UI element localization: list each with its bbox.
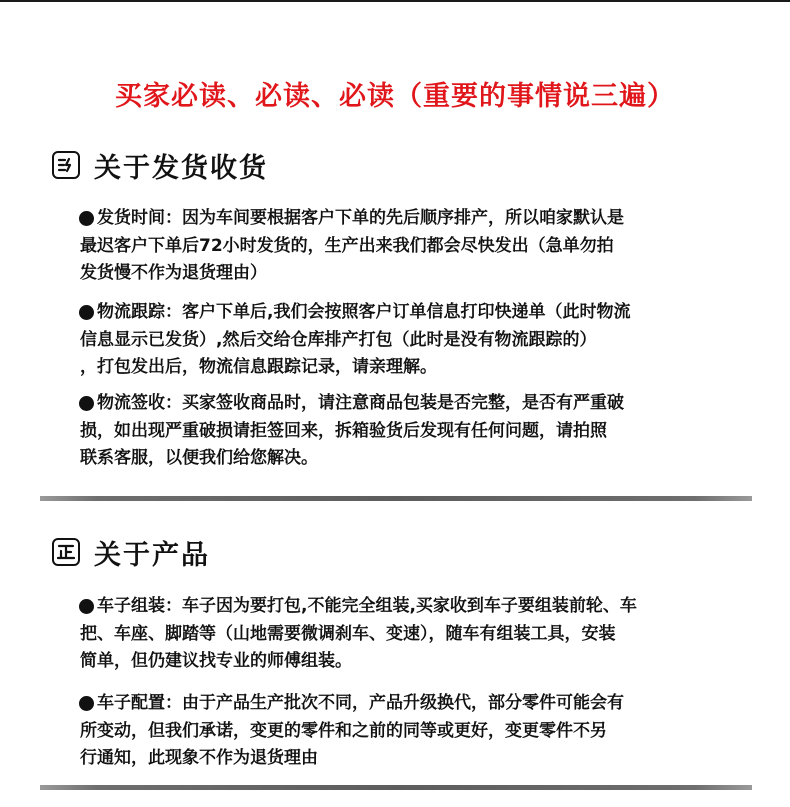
item-line: 联系客服，以便我们给您解决。: [80, 448, 318, 468]
bullet-icon: [79, 696, 94, 711]
list-item: [80, 390, 720, 473]
headline: 买家必读、必读、必读（重要的事情说三遍）: [115, 81, 675, 112]
item-line: 车子组装：车子因为要打包,不能完全组装,买家收到车子要组装前轮、车: [97, 596, 637, 616]
list-item: [80, 299, 720, 382]
section-title: 关于发货收货: [94, 152, 268, 184]
item-line: 信息显示已发货）,然后交给仓库排产打包（此时是没有物流跟踪的）: [80, 329, 597, 350]
item-line: 发货时间：因为车间要根据客户下单的先后顺序排产，所以咱家默认是: [97, 208, 624, 228]
section-title: 关于产品: [94, 539, 210, 571]
item-line: 简单，但仍建议找专业的师傅组装。: [80, 651, 352, 671]
item-line: 最迟客户下单后72小时发货的，生产出来我们都会尽快发出（急单勿拍: [80, 235, 614, 256]
bullet-icon: [79, 396, 94, 411]
section-divider: [40, 496, 752, 501]
bullet-icon: [79, 599, 94, 614]
item-line: 把、车座、脚踏等（山地需要微调刹车、变速），随车有组装工具，安装: [80, 623, 616, 644]
item-line: 物流跟踪：客户下单后,我们会按照客户订单信息打印快递单（此时物流: [97, 302, 631, 322]
lightning-box-icon: [52, 151, 80, 179]
section-header-shipping: [52, 145, 268, 185]
item-line: 发货慢不作为退货理由）: [80, 263, 267, 283]
section-header-product: [52, 532, 210, 572]
item-line: 车子配置：由于产品生产批次不同，产品升级换代，部分零件可能会有: [97, 693, 624, 713]
list-item: [80, 690, 720, 773]
item-line: 物流签收：买家签收商品时，请注意商品包装是否完整，是否有严重破: [97, 393, 624, 413]
top-rule: [0, 0, 790, 2]
bullet-icon: [79, 211, 94, 226]
list-item: [80, 205, 720, 288]
list-item: [80, 593, 720, 676]
item-line: ，打包发出后，物流信息跟踪记录，请亲理解。: [80, 357, 437, 377]
item-line: 行通知，此现象不作为退货理由: [80, 748, 318, 768]
section-divider: [40, 785, 752, 790]
item-line: 所变动，但我们承诺，变更的零件和之前的同等或更好，变更零件不另: [80, 720, 607, 741]
item-line: 损，如出现严重破损请拒签回来，拆箱验货后发现有任何问题，请拍照: [80, 420, 607, 441]
bullet-icon: [79, 305, 94, 320]
zheng-box-icon: [52, 538, 80, 566]
